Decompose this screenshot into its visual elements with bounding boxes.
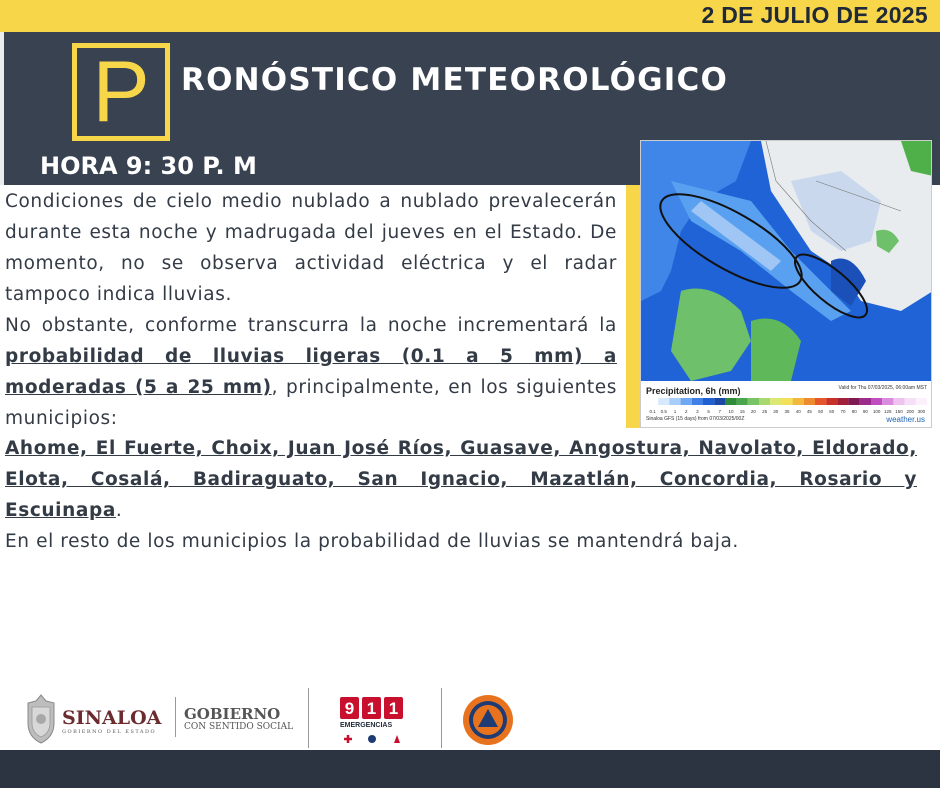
scale-swatch bbox=[658, 398, 669, 405]
bottom-bar bbox=[0, 750, 940, 788]
scale-swatch bbox=[669, 398, 680, 405]
scale-label: 300 bbox=[917, 409, 926, 414]
scale-swatch bbox=[725, 398, 736, 405]
scale-swatch bbox=[681, 398, 692, 405]
scale-label: 20 bbox=[750, 409, 756, 414]
date-label: 2 DE JULIO DE 2025 bbox=[701, 2, 928, 28]
scale-label: 50 bbox=[818, 409, 824, 414]
scale-label: 5 bbox=[707, 409, 710, 414]
gobierno-logo-subtitle: CON SENTIDO SOCIAL bbox=[184, 722, 294, 732]
municipalities-period: . bbox=[115, 500, 123, 521]
scale-swatch bbox=[882, 398, 893, 405]
scale-swatch bbox=[793, 398, 804, 405]
gobierno-logo-text: GOBIERNO bbox=[184, 705, 281, 723]
precipitation-map-image bbox=[641, 141, 932, 381]
forecast-paragraph-block bbox=[5, 186, 617, 434]
municipalities-block bbox=[5, 433, 917, 557]
sinaloa-logo-text: SINALOA bbox=[62, 707, 162, 729]
emergency-services-icons bbox=[342, 733, 402, 745]
scale-label: 0.1 bbox=[649, 409, 656, 414]
map-brand: weather.us bbox=[886, 415, 925, 424]
scale-swatch bbox=[737, 398, 748, 405]
rain-probability-highlight: probabilidad de lluvias ligeras (0.1 a 5 mm) a moderadas (5 a 25 mm) bbox=[5, 346, 617, 398]
scale-label: 15 bbox=[739, 409, 745, 414]
forecast-paragraph-2 bbox=[5, 310, 617, 434]
scale-label: 3 bbox=[696, 409, 699, 414]
scale-swatch bbox=[860, 398, 871, 405]
scale-label: 40 bbox=[795, 409, 801, 414]
scale-swatch bbox=[692, 398, 703, 405]
forecast-paragraph-3: En el resto de los municipios la probabilidad de lluvias se mantendrá baja. bbox=[5, 531, 739, 552]
municipalities-list: Ahome, El Fuerte, Choix, Juan José Ríos, Guasave, Angostura, Navolato, Eldorado, Elota, Cosalá, Badiraguato, San Ignacio, Mazatlán, Concordia, Rosario y Escuinapa bbox=[5, 438, 917, 521]
scale-label: 100 bbox=[872, 409, 881, 414]
municipalities-paragraph bbox=[5, 433, 917, 526]
map-color-scale bbox=[647, 398, 927, 416]
scale-label: 30 bbox=[773, 409, 779, 414]
scale-swatch bbox=[703, 398, 714, 405]
scale-label: 125 bbox=[884, 409, 892, 414]
scale-label: 35 bbox=[784, 409, 790, 414]
title-initial-box bbox=[72, 43, 170, 141]
forecast-paragraph-1: Condiciones de cielo medio nublado a nublado prevalecerán durante esta noche y madrugada del jueves en el Estado. De momento, no se observa actividad eléctrica y el radar tampoco indica lluvias. bbox=[5, 191, 617, 305]
scale-swatch bbox=[770, 398, 781, 405]
map-legend-title: Precipitation, 6h (mm) bbox=[646, 386, 741, 396]
scale-label: 7 bbox=[718, 409, 722, 414]
scale-swatch bbox=[849, 398, 860, 405]
scale-label: 200 bbox=[906, 409, 914, 414]
scale-swatch bbox=[905, 398, 916, 405]
scale-label: 2 bbox=[684, 409, 688, 414]
scale-swatch bbox=[804, 398, 815, 405]
scale-label: 150 bbox=[895, 409, 903, 414]
scale-swatch bbox=[647, 398, 658, 405]
logo-divider bbox=[308, 688, 309, 748]
logo-divider bbox=[441, 688, 442, 748]
sinaloa-logo-subtitle: GOBIERNO DEL ESTADO bbox=[62, 729, 157, 735]
scale-label: 45 bbox=[806, 409, 812, 414]
svg-text:1: 1 bbox=[366, 699, 377, 718]
scale-swatch bbox=[916, 398, 927, 405]
scale-label: 25 bbox=[762, 409, 768, 414]
scale-label: 80 bbox=[851, 409, 857, 414]
emergencias-label: EMERGENCIAS bbox=[340, 722, 393, 729]
scale-label: 0.5 bbox=[660, 409, 667, 414]
scale-swatch bbox=[893, 398, 904, 405]
scale-label: 60 bbox=[829, 409, 835, 414]
top-date-bar bbox=[0, 0, 940, 32]
forecast-paragraph-2-start: No obstante, conforme transcurra la noche incrementará la bbox=[5, 315, 617, 336]
scale-label: 10 bbox=[728, 409, 734, 414]
map-source: Sinaloa GFS (15 days) from 07/03/2025/00Z bbox=[646, 416, 745, 422]
svg-text:9: 9 bbox=[344, 699, 355, 718]
scale-swatch bbox=[871, 398, 882, 405]
scale-label: 90 bbox=[862, 409, 868, 414]
scale-swatch bbox=[714, 398, 725, 405]
map-accent-bar bbox=[626, 185, 640, 428]
precipitation-map bbox=[640, 140, 932, 428]
emergencias-911-logo-icon bbox=[340, 697, 404, 719]
scale-swatch bbox=[781, 398, 792, 405]
logo-divider bbox=[175, 697, 176, 737]
scale-swatch bbox=[759, 398, 770, 405]
scale-swatch bbox=[837, 398, 848, 405]
scale-swatch bbox=[815, 398, 826, 405]
map-valid-time: Valid for Thu 07/03/2025, 06:00am MST bbox=[838, 385, 927, 391]
report-time: HORA 9: 30 P. M bbox=[40, 152, 257, 180]
forecast-paragraph-2-end: , principalmente, en los siguientes municipios: bbox=[5, 377, 617, 429]
sinaloa-coat-of-arms-icon bbox=[24, 693, 58, 745]
scale-label: 70 bbox=[840, 409, 846, 414]
footer-logos bbox=[0, 685, 940, 750]
page-title: RONÓSTICO METEOROLÓGICO bbox=[181, 62, 729, 98]
scale-swatch bbox=[748, 398, 759, 405]
scale-swatch bbox=[826, 398, 837, 405]
svg-text:1: 1 bbox=[388, 699, 399, 718]
title-initial: P bbox=[92, 44, 150, 140]
scale-label: 1 bbox=[673, 409, 677, 414]
proteccion-civil-logo-icon bbox=[462, 694, 514, 746]
